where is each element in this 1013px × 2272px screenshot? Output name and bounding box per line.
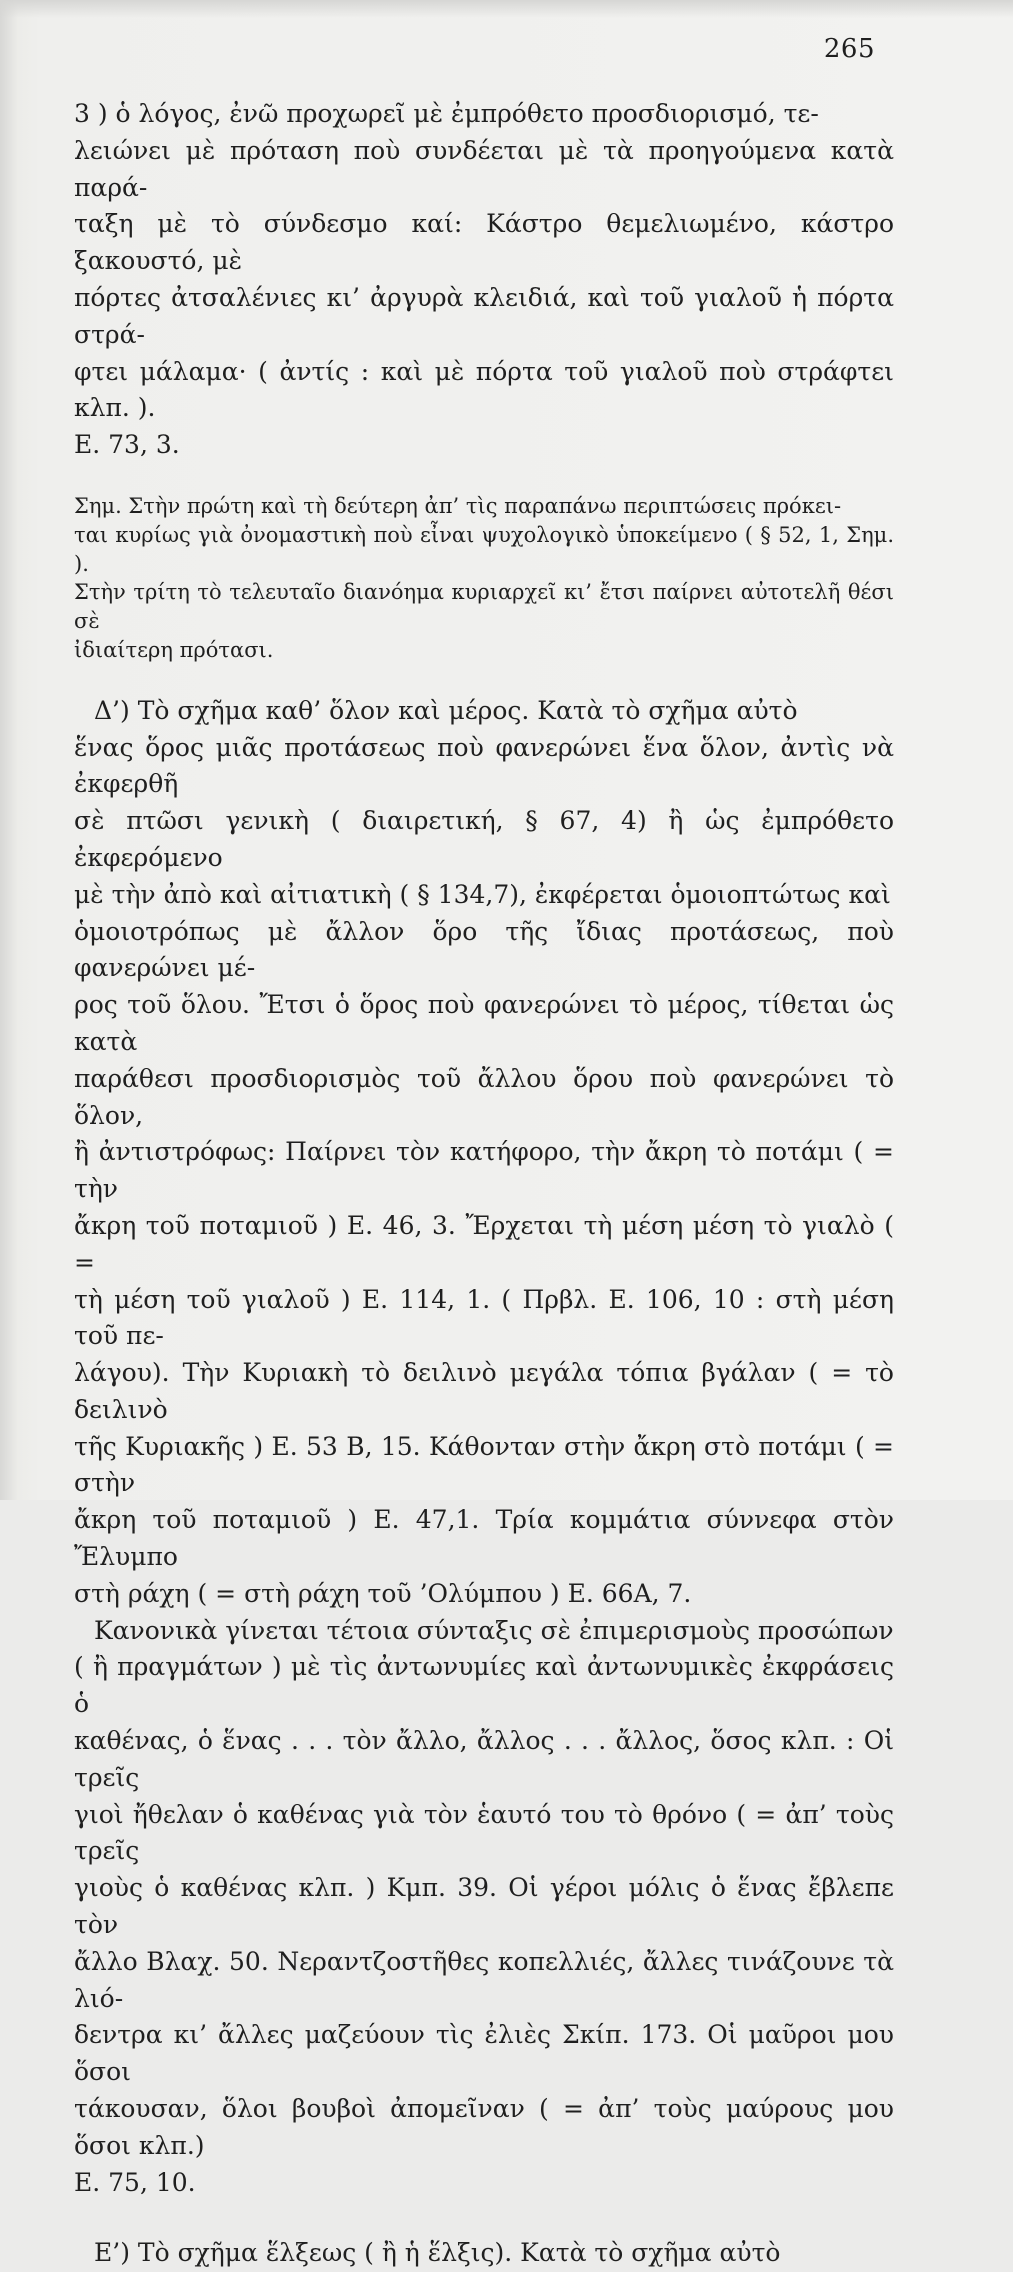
section-d-line-13: ἄκρη τοῦ ποταμιοῦ ) Ε. 47,1. Τρία κομμάτια σύννεφα στὸν Ἔλυμπο xyxy=(74,1505,894,1572)
page-body xyxy=(74,96,894,2272)
p1-line-1: 3 ) ὁ λόγος, ἐνῶ προχωρεῖ μὲ ἐμπρόθετο προσδιορισμό, τε- xyxy=(74,99,819,128)
gap-after-p1 xyxy=(74,464,894,492)
note-line-4: ἰδιαίτερη πρότασι. xyxy=(74,637,274,662)
p1-line-5: φτει μάλαμα· ( ἀντίς : καὶ μὲ πόρτα τοῦ γιαλοῦ ποὺ στράφτει κλπ. ). xyxy=(74,356,894,423)
section-e xyxy=(74,2235,894,2272)
p1-line-3: ταξη μὲ τὸ σύνδεσμο καί: Κάστρο θεμελιωμένο, κάστρο ξακουστό, μὲ xyxy=(74,209,894,276)
section-d-line-6: ρος τοῦ ὅλου. Ἔτσι ὁ ὅρος ποὺ φανερώνει τὸ μέρος, τίθεται ὡς κατὰ xyxy=(74,990,894,1056)
section-d-line-5: ὁμοιοτρόπως μὲ ἄλλον ὅρο τῆς ἴδιας προτάσεως, ποὺ φανερώνει μέ- xyxy=(74,916,894,983)
section-d2-line-3: καθένας, ὁ ἕνας . . . τὸν ἄλλο, ἄλλος . . . ἄλλος, ὅσος κλπ. : Οἱ τρεῖς xyxy=(74,1726,894,1792)
section-d2-line-2: ( ἢ πραγμάτων ) μὲ τὶς ἀντωνυμίες καὶ ἀντωνυμικὲς ἐκφράσεις ὁ xyxy=(74,1652,894,1719)
note-line-2: ται κυρίως γιὰ ὀνομαστικὴ ποὺ εἶναι ψυχολογικὸ ὑποκείμενο ( § 52, 1, Σημ. ). xyxy=(74,522,894,576)
section-d-line-1: Δ’) Τὸ σχῆμα καθ’ ὅλον καὶ μέρος. Κατὰ τὸ σχῆμα αὐτὸ xyxy=(94,695,798,725)
gap-after-note xyxy=(74,665,894,693)
section-d2-line-1: Κανονικὰ γίνεται τέτοια σύνταξις σὲ ἐπιμερισμοὺς προσώπων xyxy=(94,1615,894,1645)
page-top-shadow xyxy=(0,0,1013,18)
p1-line-2: λειώνει μὲ πρόταση ποὺ συνδέεται μὲ τὰ προηγούμενα κατὰ παρά- xyxy=(74,135,894,202)
section-d2-line-6: ἄλλο Βλαχ. 50. Νεραντζοστῆθες κοπελλιές, ἄλλες τινάζουνε τὰ λιό- xyxy=(74,1946,894,2013)
section-d2-line-9: Ε. 75, 10. xyxy=(74,2167,196,2197)
section-e-line-1: Ε’) Τὸ σχῆμα ἕλξεως ( ἢ ἡ ἕλξις). Κατὰ τὸ σχῆμα αὐτὸ xyxy=(94,2238,781,2268)
section-d2-line-7: δεντρα κι’ ἄλλες μαζεύουν τὶς ἐλιὲς Σκίπ. 173. Οἱ μαῦροι μου ὅσοι xyxy=(74,2020,894,2087)
section-d2-line-8: τάκουσαν, ὅλοι βουβοὶ ἀπομεῖναν ( = ἀπ’ τοὺς μαύρους μου ὅσοι κλπ.) xyxy=(74,2094,894,2160)
note-line-3: Στὴν τρίτη τὸ τελευταῖο διανόημα κυριαρχεῖ κι’ ἔτσι παίρνει αὐτοτελῆ θέσι σὲ xyxy=(74,580,894,634)
section-d-line-11: λάγου). Τὴν Κυριακὴ τὸ δειλινὸ μεγάλα τόπια βγάλαν ( = τὸ δειλινὸ xyxy=(74,1358,894,1424)
section-d-line-9: ἄκρη τοῦ ποταμιοῦ ) Ε. 46, 3. Ἔρχεται τὴ μέση μέση τὸ γιαλὸ ( = xyxy=(74,1210,894,1277)
section-d2-line-4: γιοὶ ἤθελαν ὁ καθένας γιὰ τὸν ἑαυτό του τὸ θρόνο ( = ἀπ’ τοὺς τρεῖς xyxy=(74,1799,894,1866)
paragraph-note xyxy=(74,492,894,665)
section-d xyxy=(74,693,894,1613)
section-d-line-2: ἕνας ὅρος μιᾶς προτάσεως ποὺ φανερώνει ἕνα ὅλον, ἀντὶς νὰ ἐκφερθῆ xyxy=(74,732,894,799)
section-d-line-3: σὲ πτῶσι γενικὴ ( διαιρετική, § 67, 4) ἢ ὡς ἐμπρόθετο ἐκφερόμενο xyxy=(74,806,894,872)
section-d-line-4: μὲ τὴν ἀπὸ καὶ αἰτιατικὴ ( § 134,7), ἐκφέρεται ὁμοιοπτώτως καὶ xyxy=(74,879,891,909)
section-d-line-14: στὴ ράχη ( = στὴ ράχη τοῦ ’Ολύμπου ) Ε. 66Α, 7. xyxy=(74,1578,692,1608)
note-line-1: Σημ. Στὴν πρώτη καὶ τὴ δεύτερη ἀπ’ τὶς παραπάνω περιπτώσεις πρόκει- xyxy=(74,493,842,518)
section-d-line-12: τῆς Κυριακῆς ) Ε. 53 Β, 15. Κάθονταν στὴν ἄκρη στὸ ποτάμι ( = στὴν xyxy=(74,1431,894,1498)
section-d2-line-5: γιοὺς ὁ καθένας κλπ. ) Κμπ. 39. Οἱ γέροι μόλις ὁ ἕνας ἔβλεπε τὸν xyxy=(74,1873,894,1940)
p1-line-6: Ε. 73, 3. xyxy=(74,430,180,460)
section-d-line-8: ἢ ἀντιστρόφως: Παίρνει τὸν κατήφορο, τὴν ἄκρη τὸ ποτάμι ( = τὴν xyxy=(74,1137,894,1204)
section-d-line-7: παράθεσι προσδιορισμὸς τοῦ ἄλλου ὅρου ποὺ φανερώνει τὸ ὅλον, xyxy=(74,1063,894,1130)
page-number: 265 xyxy=(823,34,875,64)
section-d-line-10: τὴ μέση τοῦ γιαλοῦ ) Ε. 114, 1. ( Πρβλ. Ε. 106, 10 : στὴ μέση τοῦ πε- xyxy=(74,1284,894,1351)
p1-line-4: πόρτες ἀτσαλένιες κι’ ἀργυρὰ κλειδιά, καὶ τοῦ γιαλοῦ ἡ πόρτα στρά- xyxy=(74,282,894,349)
paragraph-p1 xyxy=(74,96,894,464)
section-d2 xyxy=(74,1613,894,2202)
gap-before-section-e xyxy=(74,2201,894,2235)
